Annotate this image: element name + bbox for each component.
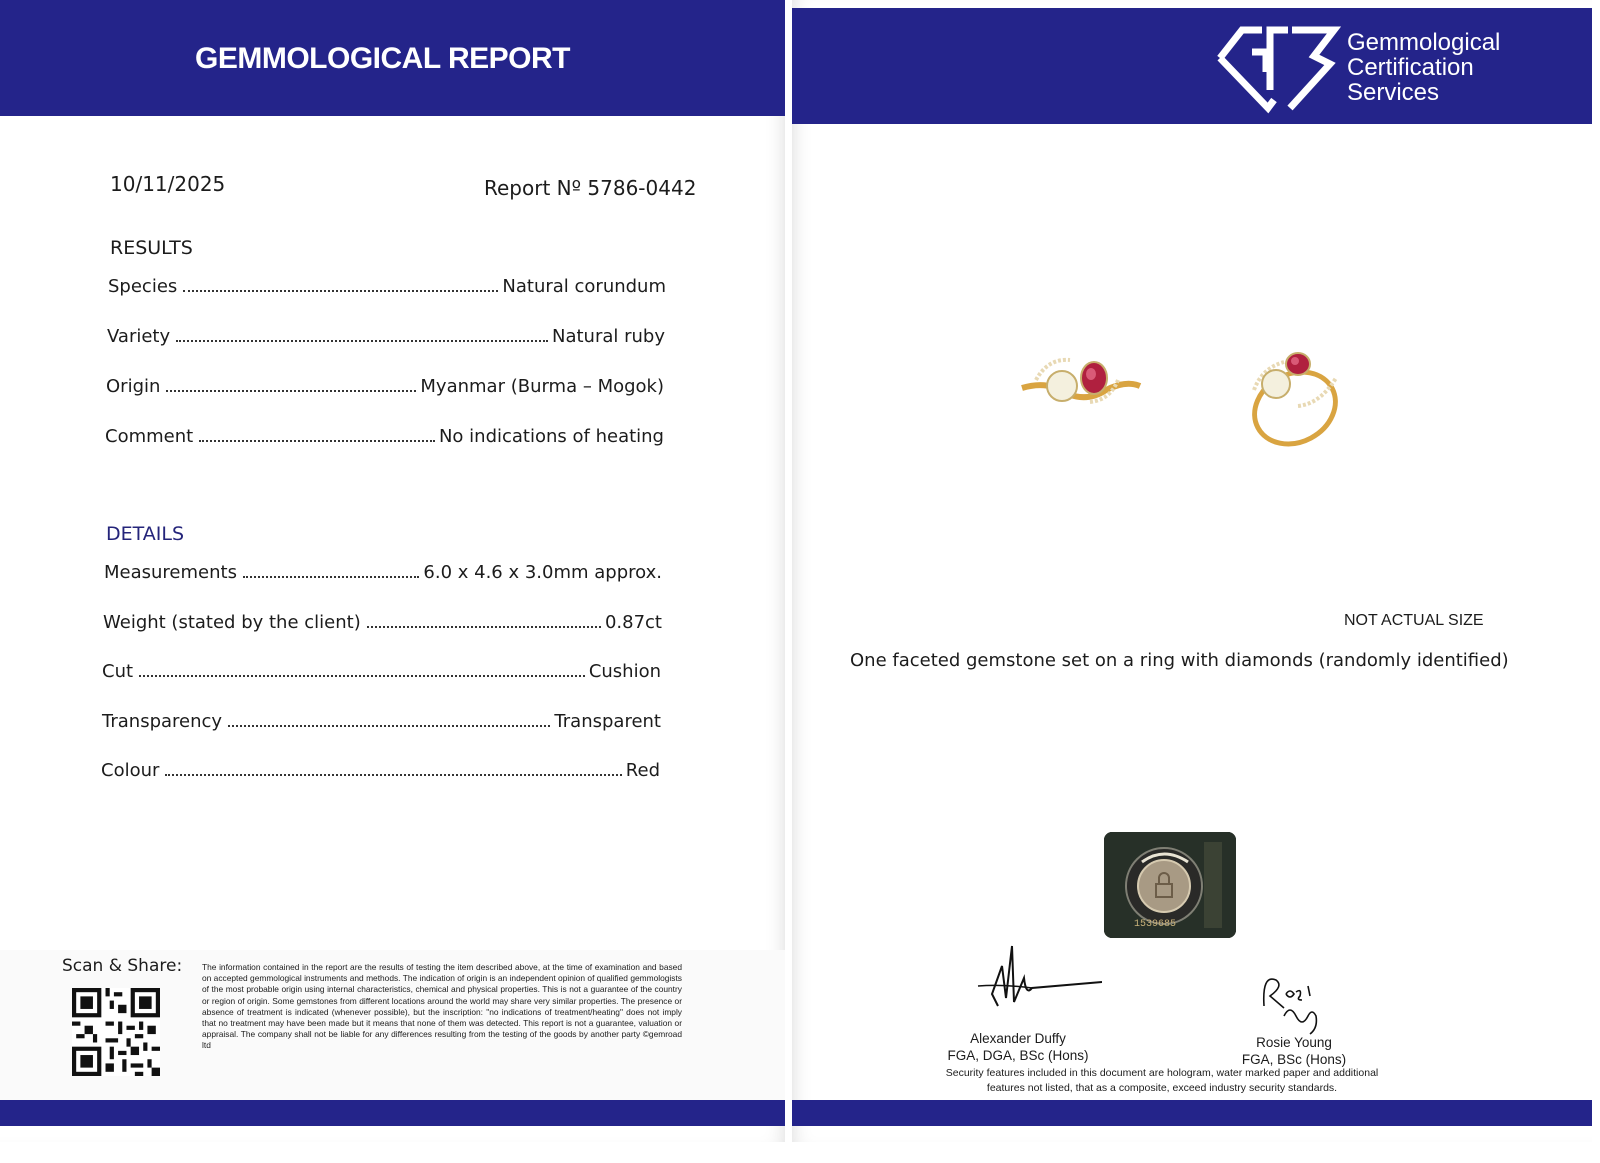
details-heading: DETAILS [106, 523, 185, 545]
dot-leader [199, 440, 435, 442]
details-row-weight [103, 612, 662, 633]
dot-leader [243, 576, 419, 578]
results-row-species [108, 276, 666, 297]
dot-leader [183, 290, 498, 292]
report-date: 10/11/2025 [110, 172, 226, 196]
report-number: Report Nº 5786-0442 [484, 176, 697, 200]
security-note-line-2: features not listed, that as a composite, exceed industry security standards. [986, 1082, 1338, 1094]
row-value: Red [625, 760, 660, 781]
logo-line-2: Certification [1347, 54, 1474, 81]
hologram-serial: 1539685 [1134, 919, 1177, 930]
signature-rosie-young [1254, 966, 1334, 1036]
row-label: Origin [106, 376, 161, 397]
signatory-credentials: FGA, DGA, BSc (Hons) [947, 1048, 1089, 1063]
security-note-line-1: Security features included in this document are hologram, water marked paper and additional [945, 1067, 1379, 1079]
row-label: Variety [107, 326, 171, 347]
dot-leader [166, 390, 416, 392]
signatory-name: Rosie Young [1256, 1035, 1332, 1050]
bottom-band [792, 1100, 1592, 1126]
dot-leader [228, 725, 550, 727]
disclaimer-text: The information contained in the report are the results of testing the item described above, at the time of examination and based on accepted gemmological instruments and methods. The indication of origin is an independent opinion of qualified gemmologists of the most probable origin using internal characteristics, chemical and physical properties. This is not a guarantee of the country or region of origin. Some gemstones from different locations around the world may share very similar properties. The presence or absence of treatment is indicated (whenever possible), but the inscription: "no indications of treatment/heating" does not imply that no treatment may have been made but it means that none of them was detected. This report is not a guarantee, valuation or appraisal. The company shall not be liable for any differences resulting from the testing of the goods by another party ©gemroad ltd [202, 962, 682, 1051]
row-value: Cushion [588, 661, 661, 682]
row-label: Transparency [102, 711, 223, 732]
dot-leader [165, 774, 621, 776]
row-label: Species [108, 276, 178, 297]
ring-photo-side [1018, 350, 1143, 420]
logo-line-1: Gemmological [1347, 29, 1501, 56]
results-heading: RESULTS [110, 237, 193, 259]
row-label: Comment [105, 426, 194, 447]
right-page [792, 0, 1592, 1142]
signatory-credentials: FGA, BSc (Hons) [1241, 1052, 1347, 1067]
row-label: Measurements [104, 562, 237, 583]
security-hologram [1104, 832, 1236, 938]
not-actual-size-label: NOT ACTUAL SIZE [1344, 612, 1484, 629]
row-value: 0.87ct [604, 612, 662, 633]
logo-wordmark [1347, 30, 1500, 105]
details-row-measurements [104, 562, 662, 583]
ring-photo-angled [1240, 346, 1350, 454]
row-label: Cut [102, 661, 134, 682]
dot-leader [176, 340, 548, 342]
left-page [0, 0, 785, 1142]
signatory-name: Alexander Duffy [970, 1031, 1066, 1046]
scan-share-label: Scan & Share: [62, 956, 183, 976]
row-value: Natural corundum [502, 276, 666, 297]
signature-alexander-duffy [972, 936, 1102, 1016]
results-row-comment [105, 426, 664, 447]
results-row-origin [106, 376, 664, 397]
dot-leader [367, 626, 601, 628]
results-row-variety [107, 326, 665, 347]
report-title: GEMMOLOGICAL REPORT [195, 42, 570, 75]
row-value: 6.0 x 4.6 x 3.0mm approx. [423, 562, 662, 583]
row-value: Natural ruby [551, 326, 665, 347]
row-value: Transparent [554, 711, 661, 732]
item-description: One faceted gemstone set on a ring with diamonds (randomly identified) [850, 650, 1509, 671]
details-row-cut [102, 661, 661, 682]
signatory-2 [1224, 1034, 1364, 1068]
row-value: Myanmar (Burma – Mogok) [420, 376, 664, 397]
row-label: Weight (stated by the client) [103, 612, 361, 633]
row-value: No indications of heating [438, 426, 664, 447]
details-row-colour [101, 760, 660, 781]
bottom-band [0, 1100, 785, 1126]
signatory-1 [938, 1030, 1098, 1064]
qr-code-icon[interactable] [72, 988, 160, 1076]
gcs-logo-icon [1212, 20, 1352, 116]
logo-line-3: Services [1347, 79, 1440, 106]
security-note [922, 1066, 1402, 1096]
details-row-transparency [102, 711, 661, 732]
row-label: Colour [101, 760, 160, 781]
dot-leader [139, 675, 585, 677]
